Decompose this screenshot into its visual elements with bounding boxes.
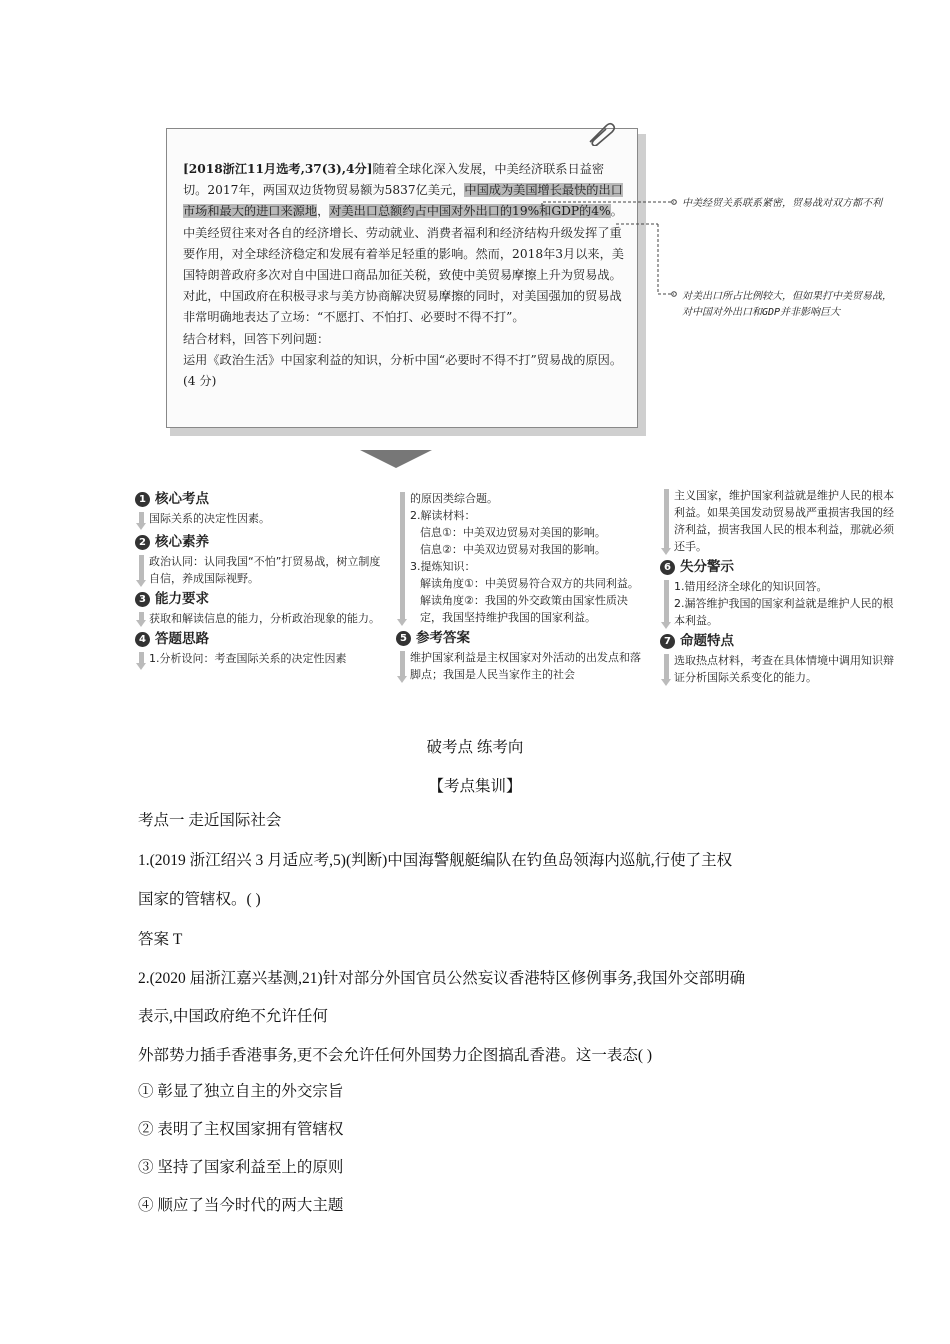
section-features — [660, 633, 900, 650]
section-body — [660, 652, 900, 686]
section-body — [396, 649, 646, 683]
annotation-note-1: 中美经贸关系联系紧密，贸易战对双方都不利 — [682, 198, 882, 209]
question-2-line-1: 2.(2020 届浙江嘉兴基测,21)针对部分外国官员公然妄议香港特区修例事务,我国外交部明确 — [138, 970, 746, 987]
option-4: ④ 顺应了当今时代的两大主题 — [138, 1197, 344, 1214]
approach-line: 信息②：中美双边贸易对我国的影响。 — [420, 543, 606, 556]
topic-title: 考点一 走近国际社会 — [138, 812, 282, 829]
annotation-note-2: 对美出口所占比例较大，但如果打中美贸易战，对中国对外出口和GDP并非影响巨大 — [682, 291, 892, 318]
approach-line: 解读角度②：我国的外交政策由国家性质决定，我国坚持维护我国的国家利益。 — [420, 594, 628, 624]
pitfall-line: 2.漏答维护我国的国家利益就是维护人民的根本利益。 — [674, 597, 894, 627]
number-badge: 5 — [396, 631, 411, 646]
arrow-down-icon — [135, 610, 149, 627]
down-arrow-icon — [360, 450, 432, 468]
option-1: ① 彰显了独立自主的外交宗旨 — [138, 1083, 344, 1100]
pitfall-line: 1.错用经济全球化的知识回答。 — [674, 580, 828, 593]
section-heading: 破考点 练考向 — [426, 739, 524, 756]
section-text: 维护国家利益是主权国家对外活动的出发点和落脚点；我国是人民当家作主的社会 — [410, 651, 641, 681]
section-body — [135, 610, 385, 627]
approach-line: 信息①：中美双边贸易对美国的影响。 — [420, 526, 606, 539]
section-body — [660, 578, 900, 629]
option-3: ③ 坚持了国家利益至上的原则 — [138, 1159, 344, 1176]
section-title: 核心素养 — [155, 534, 209, 550]
arrow-down-icon — [396, 490, 410, 626]
arrow-down-icon — [396, 649, 410, 683]
arrow-down-icon — [135, 553, 149, 587]
section-title: 答题思路 — [155, 631, 209, 647]
section-body — [660, 487, 900, 555]
section-title: 失分警示 — [680, 559, 734, 575]
answer-continued: 主义国家，维护国家利益就是维护人民的根本利益。如果美国发动贸易战严重损害我国的经济利益，损害我国人民的根本利益，那就必须还手。 — [674, 489, 894, 553]
option-2: ② 表明了主权国家拥有管辖权 — [138, 1121, 344, 1138]
number-badge: 3 — [135, 592, 150, 607]
question-1-line-2: 国家的管辖权。( ) — [138, 891, 261, 908]
approach-continued — [410, 490, 646, 626]
number-badge: 4 — [135, 632, 150, 647]
section-body — [135, 553, 385, 587]
approach-line: 3.提炼知识： — [410, 560, 476, 573]
guide-column-3 — [660, 487, 900, 686]
section-title: 命题特点 — [680, 633, 734, 649]
number-badge: 6 — [660, 560, 675, 575]
section-answer — [396, 630, 646, 647]
section-body — [396, 490, 646, 626]
material-text-1: 随着全球化深入发展，中美经济联系日益密切。2017年，两国双边货物贸易额为5837亿美元， — [183, 162, 605, 198]
section-text: 选取热点材料，考查在具体情境中调用知识辩证分析国际关系变化的能力。 — [674, 654, 894, 684]
guide-column-1 — [135, 487, 385, 670]
answer-1: 答案 T — [138, 931, 183, 948]
question-source: [2018浙江11月选考,37(3),4分] — [183, 162, 373, 176]
question-prompt: 结合材料，回答下列问题： — [183, 331, 330, 346]
highlight-2: 对美出口总额约占中国对外出口的19%和GDP的4% — [329, 204, 611, 219]
section-text: 政治认同：认同我国“不怕”打贸易战，树立制度自信，养成国际视野。 — [149, 555, 381, 585]
section-text: 国际关系的决定性因素。 — [149, 512, 270, 525]
paperclip-icon — [586, 122, 616, 146]
arrow-down-icon — [660, 487, 674, 555]
section-core-literacy — [135, 534, 385, 551]
arrow-down-icon — [135, 650, 149, 670]
number-badge: 2 — [135, 535, 150, 550]
arrow-down-icon — [660, 578, 674, 629]
section-text: 获取和解读信息的能力，分析政治现象的能力。 — [149, 612, 380, 625]
section-approach — [135, 631, 385, 648]
question-2-line-2: 表示,中国政府绝不允许任何 — [138, 1008, 328, 1025]
section-body — [135, 510, 385, 530]
section-text: 1.分析设问：考查国际关系的决定性因素 — [149, 652, 347, 665]
number-badge: 7 — [660, 634, 675, 649]
section-pitfalls — [660, 559, 900, 576]
arrow-down-icon — [660, 652, 674, 686]
section-ability — [135, 591, 385, 608]
guide-column-2 — [396, 490, 646, 683]
section-body — [135, 650, 385, 670]
annotation-connectors — [540, 190, 680, 310]
material-text-2: ， — [317, 204, 330, 219]
number-badge: 1 — [135, 492, 150, 507]
material-text-3: 。中美经贸往来对各自的经济增长、劳动就业、消费者福利和经济结构升级发挥了重要作用，对全球经济稳定和发展有着举足轻重的影响。然而，2018年3月以来，美国特朗普政府多次对自中国进口商品加征关税，致使中美贸易摩擦上升为贸易战。对此，中国政府在积极寻求与美方协商解决贸易摩擦的同时，对美国强加的贸易战非常明确地表达了立场：“不愿打、不怕打、必要时不得不打”。 — [183, 204, 624, 325]
approach-line: 的原因类综合题。 — [410, 492, 498, 505]
section-text — [674, 578, 900, 629]
section-title: 参考答案 — [416, 630, 470, 646]
question-1-line-1: 1.(2019 浙江绍兴 3 月适应考,5)(判断)中国海警舰艇编队在钓鱼岛领海内巡航,行使了主权 — [138, 852, 733, 869]
approach-line: 2.解读材料： — [410, 509, 476, 522]
section-subheading: 【考点集训】 — [428, 778, 522, 795]
question-2-line-3: 外部势力插手香港事务,更不会允许任何外国势力企图搞乱香港。这一表态( ) — [138, 1047, 653, 1064]
section-title: 能力要求 — [155, 591, 209, 607]
approach-line: 解读角度①：中美贸易符合双方的共同利益。 — [420, 577, 639, 590]
question-text: 运用《政治生活》中国家利益的知识，分析中国“必要时不得不打”贸易战的原因。(4 分) — [183, 352, 623, 389]
highlight-1: 中国成为美国增长最快的出口市场和最大的进口来源地 — [183, 183, 623, 219]
section-core-point — [135, 491, 385, 508]
section-title: 核心考点 — [155, 491, 209, 507]
arrow-down-icon — [135, 510, 149, 530]
